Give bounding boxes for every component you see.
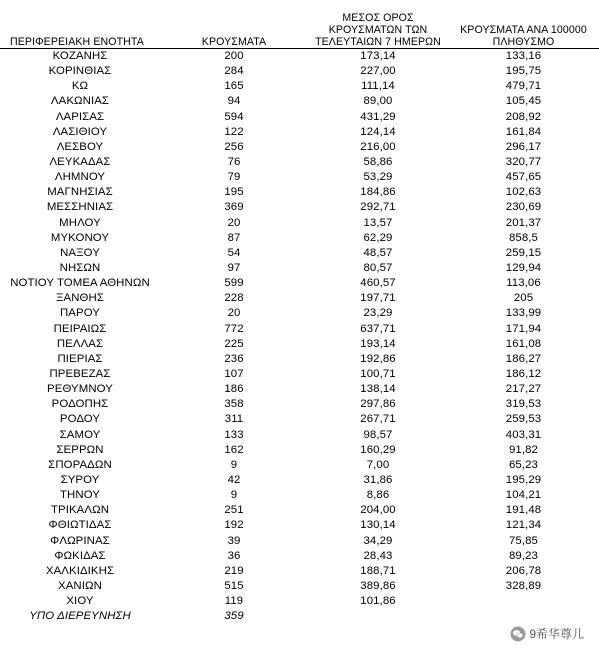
cell-cases: 599 — [224, 277, 244, 290]
cell-per100k: 171,94 — [505, 322, 542, 335]
cell-cases: 97 — [227, 262, 241, 275]
cell-avg7: 124,14 — [360, 125, 396, 138]
cell-avg7: 100,71 — [360, 368, 396, 381]
cell-region: ΡΟΔΟΠΗΣ — [51, 398, 109, 411]
cell-per100k: 186,27 — [505, 352, 542, 365]
table-row — [0, 64, 599, 79]
cell-cases: 9 — [230, 458, 238, 471]
cell-per100k: 75,85 — [508, 534, 538, 547]
cell-cases: 369 — [224, 201, 244, 214]
cell-avg7: 58,86 — [363, 156, 393, 169]
cell-cases: 9 — [230, 489, 238, 502]
cell-per100k: 89,23 — [508, 549, 538, 562]
table-row — [0, 306, 599, 321]
cell-region: ΤΗΝΟΥ — [60, 489, 100, 502]
cell-region: ΧΑΝΙΩΝ — [58, 579, 102, 592]
table-row — [0, 322, 599, 337]
cell-avg7: 28,43 — [363, 549, 393, 562]
cell-cases: 165 — [224, 80, 244, 93]
cell-avg7: 389,86 — [360, 579, 396, 592]
cell-avg7: 89,00 — [363, 95, 393, 108]
cell-cases: 20 — [227, 307, 241, 320]
cell-region: ΛΑΣΙΘΙΟΥ — [52, 125, 108, 138]
header-avg7-line3: ΤΕΛΕΥΤΑΙΩΝ 7 ΗΜΕΡΩΝ — [315, 36, 441, 48]
cell-region: ΝΟΤΙΟΥ ΤΟΜΕΑ ΑΘΗΝΩΝ — [10, 277, 150, 290]
table-row — [0, 261, 599, 276]
header-avg7 — [308, 0, 448, 49]
cell-cases: 200 — [224, 50, 244, 63]
cell-cases: 225 — [224, 337, 244, 350]
cell-per100k: 328,89 — [505, 579, 542, 592]
cell-avg7: 292,71 — [360, 201, 396, 214]
cell-per100k — [448, 594, 599, 609]
table-row — [0, 231, 599, 246]
cell-cases: 515 — [224, 579, 244, 592]
cell-region: ΦΩΚΙΔΑΣ — [54, 549, 106, 562]
table-row — [0, 397, 599, 412]
cell-region: ΛΕΣΒΟΥ — [56, 140, 104, 153]
cell-cases: 772 — [224, 322, 244, 335]
cell-cases: 133 — [224, 428, 244, 441]
header-avg7-line2: ΚΡΟΥΣΜΑΤΩΝ ΤΩΝ — [328, 24, 428, 36]
cell-avg7: 8,86 — [366, 489, 390, 502]
cell-region: ΛΑΡΙΣΑΣ — [55, 110, 105, 123]
cell-cases: 284 — [224, 65, 244, 78]
table-row — [0, 185, 599, 200]
cell-cases: 256 — [224, 140, 244, 153]
table-row — [0, 367, 599, 382]
header-per100k-line2: ΠΛΗΘΥΣΜΟ — [492, 36, 555, 48]
cell-region: ΝΑΞΟΥ — [60, 246, 100, 259]
cell-avg7: 193,14 — [360, 337, 396, 350]
cell-per100k: 208,92 — [505, 110, 542, 123]
cell-region: ΣΠΟΡΑΔΩΝ — [48, 458, 112, 471]
cell-per100k: 206,78 — [505, 564, 542, 577]
cell-cases: 94 — [227, 95, 241, 108]
cell-region: ΚΟΡΙΝΘΙΑΣ — [48, 65, 112, 78]
cell-cases: 119 — [224, 595, 244, 608]
cell-cases: 236 — [224, 352, 244, 365]
table-row — [0, 140, 599, 155]
cell-region: ΧΑΛΚΙΔΙΚΗΣ — [45, 564, 115, 577]
cell-avg7: 130,14 — [360, 519, 396, 532]
table-body — [0, 49, 599, 625]
cell-cases: 192 — [224, 519, 244, 532]
cell-avg7: 80,57 — [363, 262, 393, 275]
cell-region: ΣΕΡΡΩΝ — [56, 443, 104, 456]
cell-avg7: 160,29 — [360, 443, 396, 456]
cell-avg7: 34,29 — [363, 534, 393, 547]
cell-cases: 195 — [224, 186, 244, 199]
cell-per100k: 457,65 — [505, 171, 542, 184]
table-row — [0, 155, 599, 170]
cell-cases: 219 — [224, 564, 244, 577]
cell-avg7: 173,14 — [360, 50, 396, 63]
table-row — [0, 473, 599, 488]
summary-row — [0, 609, 599, 624]
cell-region: ΧΙΟΥ — [66, 595, 94, 608]
cell-per100k: 113,06 — [506, 277, 541, 290]
cell-region: ΠΕΛΛΑΣ — [56, 337, 104, 350]
cell-region: ΤΡΙΚΑΛΩΝ — [50, 504, 110, 517]
cell-region: ΝΗΣΩΝ — [59, 262, 101, 275]
cell-per100k: 195,75 — [505, 65, 542, 78]
cell-avg7: 62,29 — [363, 231, 393, 244]
watermark — [508, 624, 587, 643]
cell-avg7: 192,86 — [360, 352, 396, 365]
cell-per100k: 319,53 — [505, 398, 542, 411]
cell-cases: 311 — [224, 413, 244, 426]
cell-cases: 20 — [227, 216, 241, 229]
cell-region: ΦΛΩΡΙΝΑΣ — [50, 534, 110, 547]
cell-region: ΠΡΕΒΕΖΑΣ — [49, 368, 111, 381]
cell-per100k: 186,12 — [505, 368, 542, 381]
cell-per100k: 129,94 — [505, 262, 542, 275]
table-row — [0, 352, 599, 367]
cell-cases: 36 — [227, 549, 241, 562]
cell-avg7: 267,71 — [360, 413, 396, 426]
table-row — [0, 549, 599, 564]
cell-per100k: 191,48 — [505, 504, 542, 517]
cell-region: ΚΩ — [71, 80, 89, 93]
cell-per100k: 121,34 — [505, 519, 542, 532]
cell-per100k: 133,16 — [505, 50, 542, 63]
cell-per100k: 320,77 — [505, 156, 542, 169]
cell-avg7: 53,29 — [363, 171, 393, 184]
cell-region: ΜΕΣΣΗΝΙΑΣ — [46, 201, 114, 214]
cell-avg7: 204,00 — [360, 504, 396, 517]
table-row — [0, 534, 599, 549]
cell-per100k: 161,08 — [505, 337, 542, 350]
cell-per100k: 479,71 — [505, 80, 542, 93]
table-row — [0, 443, 599, 458]
cell-region: ΜΗΛΟΥ — [59, 216, 101, 229]
wechat-bubble-icon — [510, 626, 526, 642]
cell-avg7: 7,00 — [366, 458, 390, 471]
table-row — [0, 79, 599, 94]
table-row — [0, 94, 599, 109]
table-row — [0, 579, 599, 594]
cell-avg7: 188,71 — [360, 564, 396, 577]
cell-region: ΜΑΓΝΗΣΙΑΣ — [47, 186, 113, 199]
cell-avg7: 637,71 — [360, 322, 396, 335]
table-row — [0, 382, 599, 397]
cell-per100k: 259,53 — [505, 413, 542, 426]
table-row — [0, 412, 599, 427]
cell-region: ΣΥΡΟΥ — [60, 474, 100, 486]
table-row — [0, 246, 599, 261]
cell-cases: 39 — [227, 534, 241, 547]
table-row — [0, 276, 599, 291]
cell-avg7: 23,29 — [363, 307, 393, 320]
cell-per100k — [448, 609, 599, 624]
table-row — [0, 503, 599, 518]
table-row — [0, 200, 599, 215]
cell-region: ΛΑΚΩΝΙΑΣ — [50, 95, 110, 108]
header-per100k — [448, 0, 599, 49]
header-row — [0, 0, 599, 49]
cell-cases: 359 — [224, 610, 244, 623]
table-row — [0, 125, 599, 140]
cell-avg7: 227,00 — [360, 65, 396, 78]
table-row — [0, 170, 599, 185]
cell-cases: 358 — [224, 398, 244, 411]
header-per100k-line1: ΚΡΟΥΣΜΑΤΑ ΑΝΑ 100000 — [460, 24, 587, 36]
cell-cases: 54 — [227, 246, 241, 259]
cell-cases: 186 — [224, 383, 244, 396]
header-avg7-line1: ΜΕΣΟΣ ΟΡΟΣ — [342, 12, 414, 24]
cell-region: ΡΟΔΟΥ — [59, 413, 101, 426]
table-row — [0, 428, 599, 443]
cell-region: ΠΙΕΡΙΑΣ — [57, 352, 103, 365]
cell-region: ΡΕΘΥΜΝΟΥ — [47, 383, 113, 396]
cell-per100k: 259,15 — [505, 246, 542, 259]
cell-region: ΚΟΖΑΝΗΣ — [52, 50, 108, 63]
cell-per100k: 296,17 — [505, 140, 542, 153]
cell-cases: 76 — [227, 156, 241, 169]
cell-avg7: 460,57 — [360, 277, 396, 290]
cell-per100k: 102,63 — [505, 186, 542, 199]
cell-region: ΣΑΜΟΥ — [59, 428, 101, 441]
header-cases: ΚΡΟΥΣΜΑΤΑ — [160, 0, 308, 49]
cell-cases: 251 — [224, 504, 244, 517]
cell-per100k: 403,31 — [505, 428, 542, 441]
cell-cases: 122 — [224, 125, 244, 138]
table-row — [0, 110, 599, 125]
cell-cases: 87 — [227, 231, 241, 244]
cell-cases: 107 — [224, 368, 244, 381]
cell-region: ΜΥΚΟΝΟΥ — [50, 231, 110, 244]
table-row — [0, 518, 599, 533]
table-row — [0, 488, 599, 503]
cell-per100k: 201,37 — [505, 216, 542, 229]
table-row — [0, 291, 599, 306]
cell-cases: 228 — [224, 292, 244, 305]
cell-per100k: 105,45 — [505, 95, 542, 108]
cell-avg7: 48,57 — [363, 246, 393, 259]
cell-avg7: 297,86 — [360, 398, 396, 411]
cell-per100k: 858,5 — [508, 231, 538, 244]
header-region: ΠΕΡΙΦΕΡΕΙΑΚΗ ΕΝΟΤΗΤΑ — [0, 0, 160, 49]
table-row — [0, 564, 599, 579]
table-row — [0, 216, 599, 231]
cell-avg7: 111,14 — [361, 80, 395, 93]
cell-region: ΥΠΟ ΔΙΕΡΕΥΝΗΣΗ — [29, 610, 131, 623]
cell-cases: 79 — [227, 171, 241, 184]
watermark-text: 9希华尊儿 — [529, 627, 584, 641]
table-row — [0, 458, 599, 473]
cell-avg7: 101,86 — [360, 595, 396, 608]
table-row — [0, 337, 599, 352]
cell-per100k: 133,99 — [505, 307, 542, 320]
cell-per100k: 161,84 — [505, 125, 542, 138]
cell-region: ΞΑΝΘΗΣ — [56, 292, 104, 305]
cell-per100k: 91,82 — [508, 443, 538, 456]
cell-avg7: 13,57 — [363, 216, 393, 229]
cell-avg7 — [308, 609, 448, 624]
cell-per100k: 65,23 — [508, 458, 538, 471]
cell-avg7: 216,00 — [360, 140, 396, 153]
table-row — [0, 49, 599, 65]
cell-region: ΠΕΙΡΑΙΩΣ — [53, 322, 107, 335]
cell-cases: 162 — [224, 443, 244, 456]
cell-per100k: 205 — [513, 292, 534, 305]
cell-per100k: 195,29 — [505, 474, 542, 486]
cell-cases: 594 — [224, 110, 244, 123]
cell-per100k: 104,21 — [505, 489, 542, 502]
cell-avg7: 98,57 — [363, 428, 393, 441]
table-row — [0, 594, 599, 609]
cell-avg7: 138,14 — [360, 383, 396, 396]
cell-avg7: 431,29 — [360, 110, 396, 123]
cell-avg7: 31,86 — [363, 474, 393, 486]
cell-avg7: 197,71 — [360, 292, 396, 305]
cell-per100k: 230,69 — [505, 201, 542, 214]
cell-avg7: 184,86 — [360, 186, 396, 199]
cell-cases: 42 — [227, 474, 241, 486]
cell-region: ΦΘΙΩΤΙΔΑΣ — [48, 519, 112, 532]
cell-per100k: 217,27 — [505, 383, 542, 396]
cell-region: ΛΗΜΝΟΥ — [54, 171, 106, 184]
cell-region: ΠΑΡΟΥ — [59, 307, 100, 320]
cell-region: ΛΕΥΚΑΔΑΣ — [49, 156, 111, 169]
